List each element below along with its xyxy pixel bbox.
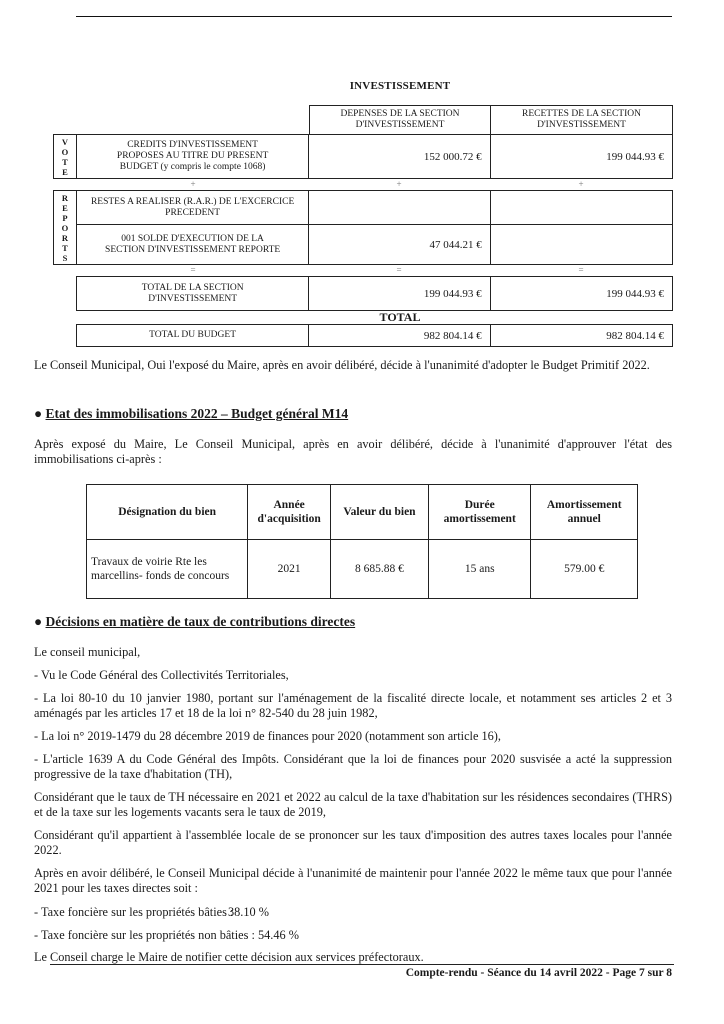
rar-depenses	[309, 191, 490, 225]
credits-depenses: 152 000.72 €	[309, 135, 490, 179]
cell-designation: Travaux de voirie Rte les marcellins- fonds de concours	[87, 540, 248, 599]
credits-row	[54, 135, 673, 179]
bullet-icon: ●	[34, 406, 43, 421]
taux-paragraph: Considérant qu'il appartient à l'assemblée locale de se prononcer sur les taux d'imposition des autres taxes locales pour l'année 2022.	[34, 828, 672, 857]
investissement-title: INVESTISSEMENT	[349, 80, 451, 92]
col-header-designation: Désignation du bien	[87, 485, 248, 540]
taux-paragraph: - L'article 1639 A du Code Général des Impôts. Considérant que la loi de finances pour 2020 susvisée a acté la suppression progressive de la taxe d'habitation (TH),	[34, 752, 672, 781]
header-recettes: RECETTES DE LA SECTION D'INVESTISSEMENT	[491, 106, 673, 135]
equals-sign: =	[396, 265, 402, 275]
section-heading-taux: ● Décisions en matière de taux de contributions directes	[34, 614, 356, 629]
total-section-table	[76, 276, 673, 311]
col-header-valeur: Valeur du bien	[331, 485, 429, 540]
footer-rule	[50, 964, 674, 965]
taux-paragraph: Après en avoir délibéré, le Conseil Municipal décide à l'unanimité de maintenir pour l'année 2022 le même taux que pour l'année 2021 pour les taxes directes soit :	[34, 866, 672, 895]
col-header-duree: Durée amortissement	[428, 485, 531, 540]
total-section-recettes: 199 044.93 €	[490, 277, 672, 311]
vote-table	[53, 134, 673, 179]
header-depenses: DEPENSES DE LA SECTION D'INVESTISSEMENT	[310, 106, 491, 135]
taux-paragraph: Considérant que le taux de TH nécessaire en 2021 et 2022 au calcul de la taxe d'habitation sur les résidences secondaires (THRS) et de la taxe sur les logements vacants sera le taux de 2019,	[34, 790, 672, 819]
taux-paragraph: - Vu le Code Général des Collectivités Territoriales,	[34, 668, 289, 682]
section-heading-immobilisations: ● Etat des immobilisations 2022 – Budget général M14	[34, 406, 349, 421]
col-header-amortissement: Amortissement annuel	[531, 485, 638, 540]
immobilisations-table	[86, 484, 638, 599]
credits-recettes: 199 044.93 €	[490, 135, 672, 179]
page-footer: Compte-rendu - Séance du 14 avril 2022 - Page 7 sur 8	[405, 967, 672, 979]
cell-duree: 15 ans	[428, 540, 531, 599]
total-budget-recettes: 982 804.14 €	[490, 325, 672, 347]
total-budget-row	[77, 325, 673, 347]
rar-label: RESTES A REALISER (R.A.R.) DE L'EXCERCICE PRECEDENT	[76, 191, 308, 225]
closing-paragraph: Le Conseil charge le Maire de notifier cette décision aux services préfectoraux.	[34, 950, 424, 964]
col-header-annee: Année d'acquisition	[248, 485, 331, 540]
tax-value-baties: 38.10 %	[228, 905, 269, 919]
inv-column-headers	[309, 105, 673, 135]
credits-label: CREDITS D'INVESTISSEMENT PROPOSES AU TITRE DU PRESENT BUDGET (y compris le compte 1068)	[76, 135, 308, 179]
immobilisations-intro: Après exposé du Maire, Le Conseil Municipal, après en avoir délibéré, décide à l'unanimité d'approuver l'état des immobilisations ci-après :	[34, 437, 672, 466]
equals-sign: =	[190, 265, 196, 275]
total-heading: TOTAL	[379, 310, 421, 324]
equals-sign: =	[578, 265, 584, 275]
solde-row	[54, 225, 673, 265]
taux-paragraph: - La loi n° 2019-1479 du 28 décembre 2019 de finances pour 2020 (notamment son article 16),	[34, 729, 501, 743]
plus-sign: +	[190, 179, 196, 189]
cell-annee: 2021	[248, 540, 331, 599]
rar-recettes	[490, 191, 672, 225]
plus-sign: +	[578, 179, 584, 189]
reports-side-label: R E P O R T S	[54, 191, 77, 265]
table-row	[87, 540, 638, 599]
cell-valeur: 8 685.88 €	[331, 540, 429, 599]
header-rule	[76, 16, 672, 17]
rar-row	[54, 191, 673, 225]
tax-label-non-baties: - Taxe foncière sur les propriétés non bâties : 54.46 %	[34, 928, 299, 942]
solde-label: 001 SOLDE D'EXECUTION DE LA SECTION D'INVESTISSEMENT REPORTE	[76, 225, 308, 265]
cell-amortissement: 579.00 €	[531, 540, 638, 599]
total-budget-label: TOTAL DU BUDGET	[77, 325, 309, 347]
taux-paragraph: - La loi 80-10 du 10 janvier 1980, portant sur l'aménagement de la fiscalité directe locale, et notamment ses articles 2 et 3 aménagés par les articles 17 et 18 de la loi n° 82-540 du 28 juin 1982,	[34, 691, 672, 720]
solde-recettes	[490, 225, 672, 265]
total-section-depenses: 199 044.93 €	[309, 277, 490, 311]
plus-sign: +	[396, 179, 402, 189]
total-budget-table	[76, 324, 673, 347]
vote-side-label: V O T E	[54, 135, 77, 179]
adoption-paragraph: Le Conseil Municipal, Oui l'exposé du Maire, après en avoir délibéré, décide à l'unanimité d'adopter le Budget Primitif 2022.	[34, 358, 650, 372]
tax-value-non-baties: 54.46 %	[257, 928, 299, 942]
total-budget-depenses: 982 804.14 €	[309, 325, 490, 347]
tax-label-baties: - Taxe foncière sur les propriétés bâties :	[34, 905, 234, 919]
total-section-row	[77, 277, 673, 311]
solde-depenses: 47 044.21 €	[309, 225, 490, 265]
total-section-label: TOTAL DE LA SECTION D'INVESTISSEMENT	[77, 277, 309, 311]
taux-paragraph: Le conseil municipal,	[34, 645, 141, 659]
table-header-row	[87, 485, 638, 540]
bullet-icon: ●	[34, 614, 43, 629]
reports-table	[53, 190, 673, 265]
